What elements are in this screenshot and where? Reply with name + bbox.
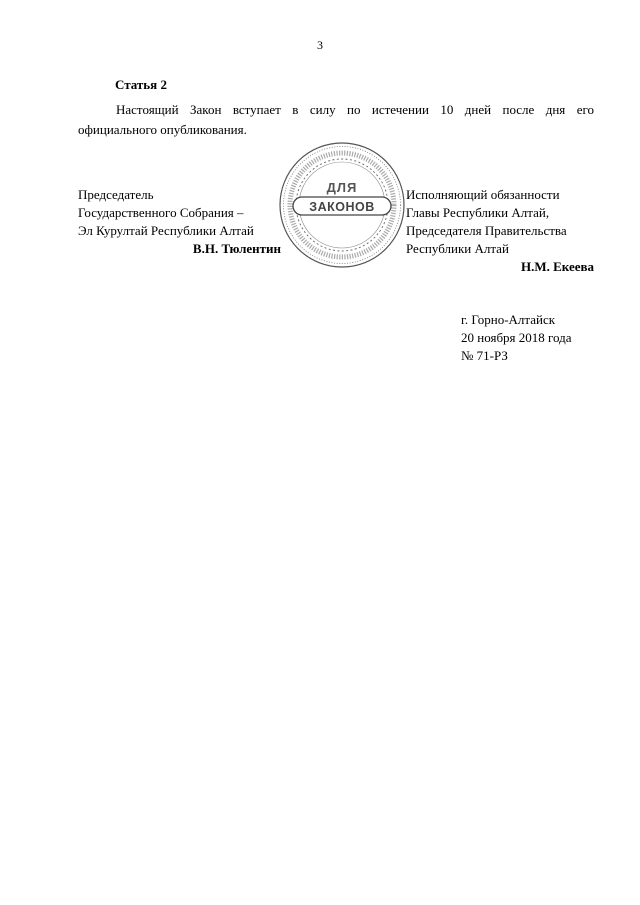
right-position-line-1: Исполняющий обязанности [406, 187, 560, 202]
left-position-line-2: Государственного Собрания – [78, 205, 244, 220]
stamp-text-line-1: ДЛЯ [326, 180, 358, 195]
law-number: № 71-РЗ [461, 348, 508, 363]
page-number: 3 [317, 38, 323, 52]
article-paragraph [78, 100, 594, 140]
date: 20 ноября 2018 года [461, 330, 572, 345]
right-position-line-3: Председателя Правительства [406, 223, 567, 238]
left-position-line-1: Председатель [78, 187, 154, 202]
right-position-line-4: Республики Алтай [406, 241, 509, 256]
signature-block-right [406, 186, 594, 276]
stamp-text-line-2: ЗАКОНОВ [309, 200, 375, 214]
article-text-line-1: Настоящий Закон вступает в силу по истечении 10 дней после дня его [116, 102, 594, 117]
place-date-block [461, 311, 572, 365]
right-signatory-name: Н.М. Екеева [520, 259, 594, 274]
article-title: Статья 2 [115, 77, 167, 92]
city: г. Горно-Алтайск [461, 312, 556, 327]
signature-block-left [78, 186, 281, 258]
article-text-line-2: официального опубликования. [78, 122, 247, 137]
official-stamp-seal [277, 140, 407, 270]
right-position-line-2: Главы Республики Алтай, [406, 205, 550, 220]
left-position-line-3: Эл Курултай Республики Алтай [78, 223, 254, 238]
left-signatory-name: В.Н. Тюлентин [192, 241, 281, 256]
